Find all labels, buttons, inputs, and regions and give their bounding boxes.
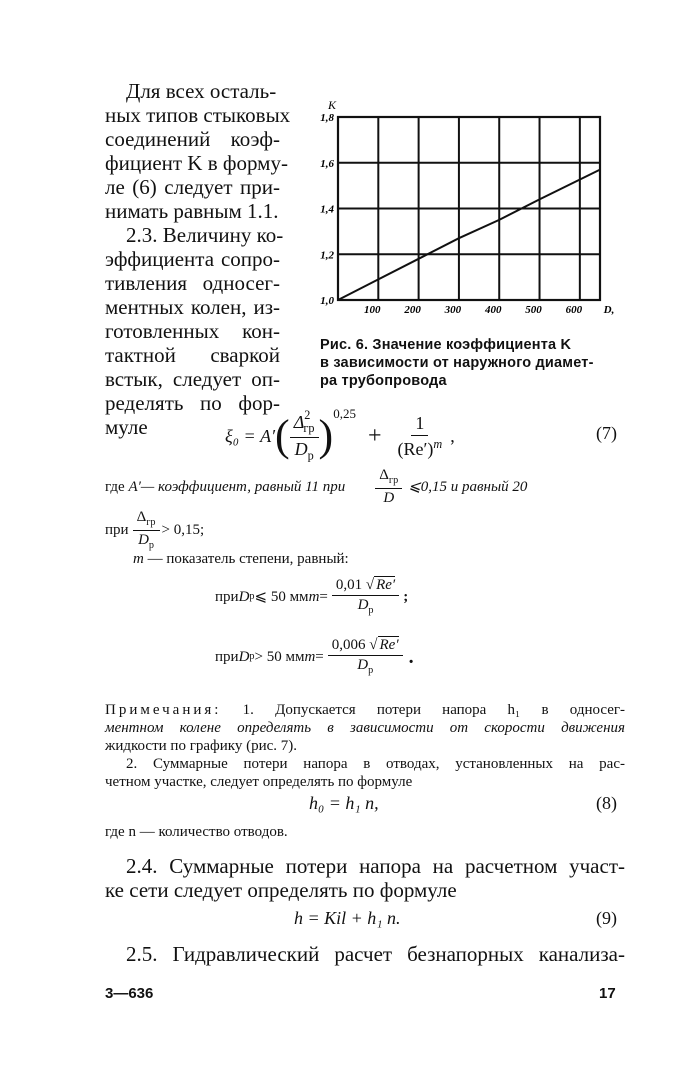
caption-line-2: в зависимости от наружного диамет-: [320, 355, 594, 371]
y-tick-label: 1,2: [320, 249, 334, 262]
equation-7-number: (7): [596, 423, 617, 443]
x-tick-label: 600: [565, 304, 583, 316]
eq7-lhs: ξ₀ = A′: [225, 425, 276, 446]
x-tick-label: 200: [404, 304, 421, 316]
x-tick-label: 400: [484, 304, 502, 316]
sec23-line-8: ределять по фор-: [105, 391, 280, 415]
x-axis-label: D,: [603, 304, 615, 316]
intro-line-3: соединений коэф-: [105, 127, 280, 151]
caption-line-3: ра трубопровода: [320, 373, 447, 389]
equation-9: h = Kil + h₁ n.: [294, 908, 401, 928]
signature-mark: 3—636: [105, 985, 154, 1002]
note-1-line-1: Примечания: 1. Допускается потери напора h₁ в односег-: [105, 702, 625, 718]
eq7-right-paren: ): [318, 411, 334, 460]
x-tick-label: 100: [364, 304, 381, 316]
equation-8-number: (8): [596, 793, 617, 813]
figure-6-chart: [300, 95, 630, 330]
eq7-left-paren: (: [275, 411, 290, 460]
where-p-line: при $\frac{\Delta_{гр}}{D_р}$ > 0,15;: [105, 508, 205, 551]
intro-line-2: ных типов стыковых: [105, 103, 291, 127]
note-1-line-2: ментном колене определять в зависимости от скорости движения: [105, 720, 625, 736]
intro-line-4: фициент K в форму-: [105, 151, 288, 175]
y-tick-label: 1,0: [320, 295, 334, 307]
where-a-line: где A′ — коэффициент, равный 11 при $\frac{\Delta_{гр}}{D}$ ⩽0,15 и равный 20: [105, 467, 528, 506]
note-1-line-3: жидкости по графику (рис. 7).: [105, 738, 297, 754]
m-definition: m — показатель степени, равный:: [133, 551, 349, 567]
eq7-plus: +: [367, 422, 382, 449]
sec23-line-2: эффициента сопро-: [105, 247, 280, 271]
y-tick-label: 1,8: [320, 112, 334, 124]
sec23-line-5: готовленных кон-: [105, 319, 280, 343]
intro-line-5: ле (6) следует при-: [105, 175, 280, 199]
y-tick-label: 1,4: [320, 203, 334, 216]
sec23-line-9: муле: [105, 415, 148, 439]
note-2-line-1: 2. Суммарные потери напора в отводах, установленных на рас-: [126, 756, 625, 772]
where-n-line: где n — количество отводов.: [105, 824, 288, 840]
page-number: 17: [599, 985, 616, 1002]
sec23-line-4: ментных колен, из-: [105, 295, 280, 319]
eq7-fraction-2: $\frac{1}{(Re')^m}$: [397, 412, 443, 459]
sec23-line-1: 2.3. Величину ко-: [126, 223, 284, 247]
eq7-fraction-1: $\frac{\Delta^2_{гр}}{D_р}$: [290, 410, 319, 462]
note-2-line-2: четном участке, следует определять по формуле: [105, 774, 413, 790]
sec24-line-1: 2.4. Суммарные потери напора на расчетном участ-: [126, 854, 625, 878]
y-tick-label: 1,6: [320, 157, 334, 170]
intro-line-6: нимать равным 1.1.: [105, 199, 279, 223]
sec23-line-7: встык, следует оп-: [105, 367, 280, 391]
formula-m-small: при D р ⩽ 50 мм m = $\frac{0,01 √ Re'}{D_р}$ ;: [215, 577, 409, 617]
x-tick-label: 500: [525, 304, 542, 316]
equation-8: h₀ = h₁ n,: [309, 793, 379, 813]
sec25-line: 2.5. Гидравлический расчет безнапорных канализа-: [126, 942, 625, 966]
y-axis-label: K: [327, 98, 337, 112]
x-tick-label: 300: [444, 304, 462, 316]
intro-line-1: Для всех осталь-: [126, 79, 277, 103]
sec23-line-3: тивления односег-: [105, 271, 280, 295]
sec23-line-6: тактной сваркой: [105, 343, 280, 367]
sec24-line-2: ке сети следует определять по формуле: [105, 878, 457, 902]
eq7-exponent: 0,25: [333, 406, 356, 421]
caption-line-1: Рис. 6. Значение коэффициента K: [320, 337, 572, 353]
equation-9-number: (9): [596, 908, 617, 928]
series-line: [338, 170, 600, 300]
formula-m-large: при D р > 50 мм m = $\frac{0,006 √ Re'}{D_р}$ .: [215, 637, 414, 677]
equation-7: ξ₀ = A′ ( $\frac{\Delta^2_{гр}}{D_р}$ ) $^{0,25}$ + $\frac{1}{(Re')^m}$ ,: [225, 406, 455, 463]
